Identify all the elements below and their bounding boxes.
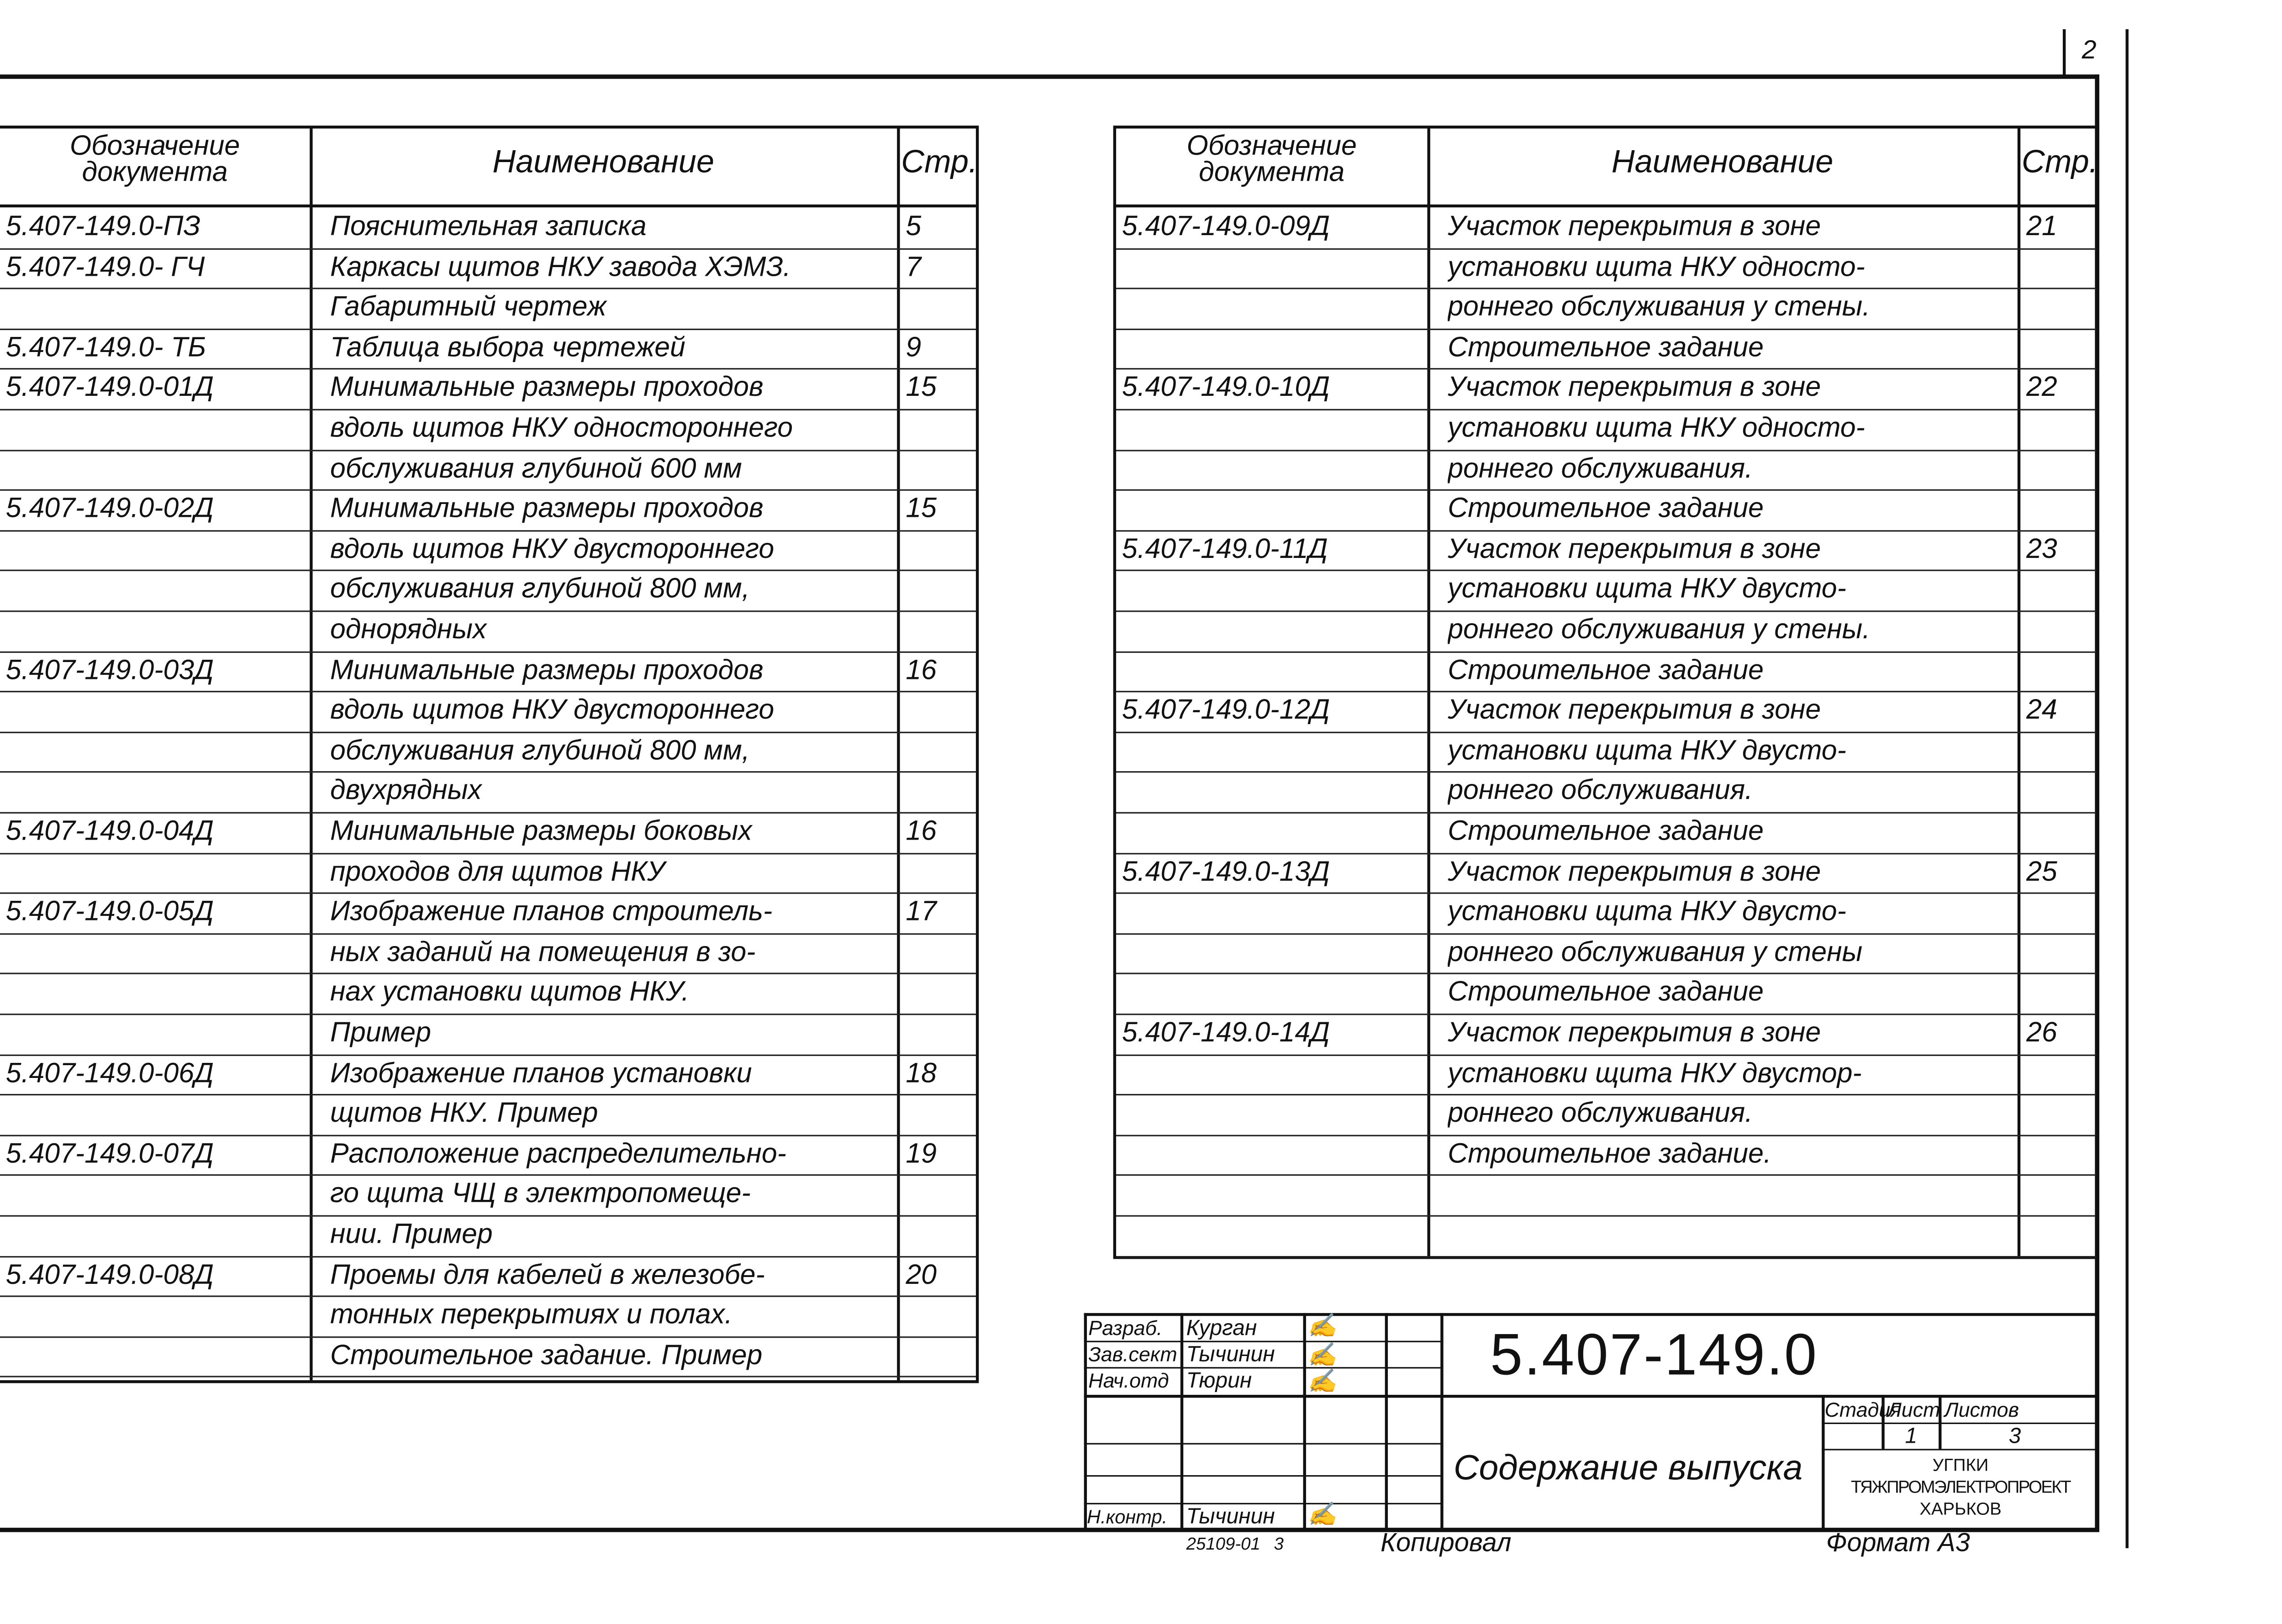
cell-designation: 5.407-149.0-03Д	[5, 655, 214, 686]
cell-designation	[6, 1175, 310, 1215]
cell-page	[2026, 1135, 2102, 1175]
cell-page	[906, 1215, 981, 1256]
cell-name: Строительное задание	[1448, 494, 1764, 525]
sheet-value: 1	[1905, 1424, 1918, 1449]
cell-designation	[6, 1336, 310, 1376]
table-row	[1116, 409, 2097, 451]
cell-page: 20	[906, 1260, 937, 1291]
table-row	[1116, 691, 2097, 733]
table-row	[0, 368, 976, 410]
cell-page: 17	[906, 897, 937, 928]
header-name: Наименование	[1611, 143, 1834, 180]
cell-name: Пример	[330, 1018, 431, 1049]
cell-name: установки щита НКУ двусто-	[1448, 736, 1846, 767]
cell-name: Участок перекрытия в зоне	[1448, 373, 1821, 404]
cell-page	[906, 1296, 981, 1336]
table-row	[1116, 933, 2097, 975]
table-row	[1116, 731, 2097, 773]
cell-name: Расположение распределительно-	[330, 1139, 786, 1170]
cell-page	[2026, 651, 2102, 691]
cell-page	[906, 731, 981, 772]
cell-name: Участок перекрытия в зоне	[1448, 211, 1821, 243]
cell-name: роннего обслуживания.	[1448, 1098, 1753, 1130]
cell-name: установки щита НКУ односто-	[1448, 252, 1865, 283]
sheets-label: Листов	[1944, 1398, 2019, 1421]
cell-page: 7	[906, 252, 922, 283]
cell-page: 25	[2026, 857, 2057, 888]
cell-name: Строительное задание	[1448, 332, 1764, 363]
cell-name: двухрядных	[330, 776, 482, 807]
table-row	[1116, 1175, 2097, 1216]
table-row	[1116, 449, 2097, 491]
cell-name: обслуживания глубиной 800 мм,	[330, 736, 750, 767]
cell-name: Минимальные размеры проходов	[330, 373, 764, 404]
cell-page: 18	[906, 1058, 937, 1089]
cell-page: 19	[906, 1139, 937, 1170]
role-dept-head: Нач.отд	[1088, 1368, 1169, 1392]
sheet-label: Лист	[1887, 1398, 1940, 1421]
cell-name: роннего обслуживания.	[1448, 453, 1753, 484]
cell-page: 15	[906, 494, 937, 525]
cell-page	[2026, 328, 2102, 368]
cell-designation: 5.407-149.0-02Д	[5, 494, 214, 525]
table-row	[1116, 812, 2097, 854]
cell-name: Изображение планов строитель-	[330, 897, 773, 928]
cell-designation	[1122, 449, 1428, 489]
contents-table-left	[0, 126, 979, 1383]
cell-designation: 5.407-149.0-05Д	[5, 897, 214, 928]
cell-page	[2026, 1215, 2102, 1256]
copied-label: Копировал	[1381, 1528, 1512, 1557]
cell-page	[906, 1094, 981, 1135]
table-row	[0, 772, 976, 813]
cell-designation	[6, 530, 310, 570]
table-row	[0, 1094, 976, 1136]
cell-name: установки щита НКУ двусто-	[1448, 574, 1846, 605]
table-row	[1116, 489, 2097, 531]
cell-designation: 5.407-149.0-01Д	[5, 373, 214, 404]
cell-page	[906, 973, 981, 1014]
header-name: Наименование	[492, 143, 715, 180]
cell-page	[2026, 973, 2102, 1014]
role-developer: Разраб.	[1088, 1316, 1163, 1340]
cell-designation	[6, 449, 310, 489]
table-row	[0, 1336, 976, 1377]
cell-designation	[1122, 1135, 1428, 1175]
cell-name: однорядных	[330, 615, 487, 646]
order-number: 25109-01	[1186, 1533, 1260, 1554]
cell-page	[2026, 1094, 2102, 1135]
cell-designation	[1122, 1054, 1428, 1094]
cell-designation	[6, 852, 310, 893]
cell-page: 16	[906, 816, 937, 847]
table-row	[0, 248, 976, 289]
cell-name: роннего обслуживания.	[1448, 776, 1753, 807]
table-row	[1116, 772, 2097, 813]
cell-designation	[1122, 248, 1428, 288]
cell-name: роннего обслуживания у стены.	[1448, 292, 1871, 323]
table-row	[0, 610, 976, 652]
cell-designation	[6, 288, 310, 328]
cell-designation	[6, 570, 310, 610]
cell-page	[906, 772, 981, 812]
cell-name: Каркасы щитов НКУ завода ХЭМЗ.	[330, 252, 791, 283]
table-row	[1116, 852, 2097, 894]
role-section-head: Зав.сект	[1088, 1342, 1177, 1366]
name-dept-head: Тюрин	[1186, 1368, 1252, 1393]
cell-name: вдоль щитов НКУ одностороннего	[330, 413, 793, 444]
table-row	[1116, 610, 2097, 652]
cell-name: роннего обслуживания у стены	[1448, 937, 1863, 968]
cell-page	[2026, 933, 2102, 973]
cell-name: го щита ЧЩ в электропомеще-	[330, 1179, 751, 1210]
table-row	[0, 852, 976, 894]
cell-name: установки щита НКУ односто-	[1448, 413, 1865, 444]
cell-page	[906, 1336, 981, 1376]
cell-designation	[1122, 731, 1428, 772]
table-row	[1116, 207, 2097, 249]
cell-designation	[1122, 328, 1428, 368]
header-page: Стр.	[2021, 143, 2098, 180]
cell-designation	[1122, 570, 1428, 610]
table-row	[0, 530, 976, 572]
cell-page	[2026, 570, 2102, 610]
cell-name: проходов для щитов НКУ	[330, 857, 665, 888]
table-row	[1116, 368, 2097, 410]
cell-page: 16	[906, 655, 937, 686]
table-row	[1116, 530, 2097, 572]
cell-page	[2026, 610, 2102, 651]
cell-designation	[1122, 772, 1428, 812]
table-row	[1116, 570, 2097, 612]
cell-designation: 5.407-149.0- ГЧ	[5, 252, 205, 283]
cell-designation	[1122, 409, 1428, 449]
cell-name: Габаритный чертеж	[330, 292, 606, 323]
table-row	[1116, 651, 2097, 692]
cell-name: нах установки щитов НКУ.	[330, 978, 690, 1009]
signature-icon: ✍	[1307, 1370, 1337, 1395]
cell-name: Таблица выбора чертежей	[330, 332, 685, 363]
cell-designation: 5.407-149.0-12Д	[1122, 695, 1330, 726]
table-row	[0, 893, 976, 934]
cell-designation	[6, 933, 310, 973]
cell-designation: 5.407-149.0-09Д	[1122, 211, 1330, 243]
cell-page	[906, 449, 981, 489]
table-row	[0, 1175, 976, 1216]
org-line: УГПКИ	[1932, 1455, 1989, 1475]
header-designation: Обозначение документа	[69, 131, 240, 189]
cell-designation	[1122, 1215, 1428, 1256]
table-row	[1116, 1094, 2097, 1136]
table-row	[0, 691, 976, 733]
table-row	[1116, 893, 2097, 934]
sheet-number: 2	[2082, 35, 2097, 64]
cell-designation	[6, 1094, 310, 1135]
table-row	[1116, 973, 2097, 1015]
cell-name: установки щита НКУ двусто-	[1448, 897, 1846, 928]
cell-page	[906, 409, 981, 449]
cell-designation	[1122, 933, 1428, 973]
table-row	[0, 288, 976, 330]
cell-name: установки щита НКУ двустор-	[1448, 1058, 1862, 1089]
cell-page	[2026, 489, 2102, 530]
cell-page	[2026, 1175, 2102, 1215]
organization	[1825, 1455, 2097, 1520]
cell-designation	[6, 731, 310, 772]
cell-name: Строительное задание	[1448, 816, 1764, 847]
cell-page	[906, 1175, 981, 1215]
header-designation: Обозначение документа	[1186, 131, 1357, 189]
cell-name: Участок перекрытия в зоне	[1448, 695, 1821, 726]
cell-designation: 5.407-149.0- ТБ	[5, 332, 206, 363]
cell-designation	[1122, 1175, 1428, 1215]
cell-name: Участок перекрытия в зоне	[1448, 857, 1821, 888]
cell-designation	[6, 1215, 310, 1256]
cell-page	[906, 691, 981, 731]
table-row	[1116, 248, 2097, 289]
name-developer: Курган	[1186, 1316, 1257, 1341]
cell-page	[906, 933, 981, 973]
cell-name: вдоль щитов НКУ двустороннего	[330, 695, 775, 726]
cell-designation	[6, 1296, 310, 1336]
copy-number: 3	[1274, 1533, 1284, 1554]
frame-bottom-line	[0, 1528, 2099, 1531]
cell-name: Участок перекрытия в зоне	[1448, 534, 1821, 565]
table-row	[0, 933, 976, 975]
cell-page	[906, 1014, 981, 1054]
cell-name: тонных перекрытиях и полах.	[330, 1300, 733, 1331]
cell-name: Пояснительная записка	[330, 211, 647, 243]
cell-designation	[6, 409, 310, 449]
cell-designation	[1122, 812, 1428, 852]
sheets-value: 3	[2008, 1424, 2021, 1449]
cell-name	[1448, 1175, 2018, 1215]
cell-page	[906, 288, 981, 328]
cell-designation: 5.407-149.0-11Д	[1122, 534, 1328, 565]
cell-page: 24	[2026, 695, 2057, 726]
cell-page	[2026, 449, 2102, 489]
cell-name: Строительное задание	[1448, 655, 1764, 686]
cell-name: вдоль щитов НКУ двустороннего	[330, 534, 775, 565]
cell-name: Строительное задание.	[1448, 1139, 1771, 1170]
cell-designation: 5.407-149.0-06Д	[5, 1058, 214, 1089]
cell-designation	[1122, 489, 1428, 530]
contents-table-right	[1113, 126, 2099, 1259]
cell-page: 26	[2026, 1018, 2057, 1049]
cell-designation: 5.407-149.0-08Д	[5, 1260, 214, 1291]
name-section-head: Тычинин	[1186, 1342, 1275, 1367]
document-code: 5.407-149.0	[1490, 1323, 1818, 1388]
cell-page: 22	[2026, 373, 2057, 404]
cell-name: роннего обслуживания у стены.	[1448, 615, 1871, 646]
cell-page	[2026, 772, 2102, 812]
table-row	[0, 651, 976, 692]
sheet-number-box	[2063, 29, 2065, 76]
cell-name: Минимальные размеры проходов	[330, 655, 764, 686]
table-row	[0, 409, 976, 451]
cell-page	[2026, 288, 2102, 328]
header-page: Стр.	[901, 143, 978, 180]
cell-page	[2026, 812, 2102, 852]
table-row	[0, 973, 976, 1015]
cell-designation	[6, 973, 310, 1014]
signature-icon: ✍	[1307, 1503, 1337, 1528]
cell-page	[906, 852, 981, 893]
table-row	[1116, 1054, 2097, 1095]
cell-name: Строительное задание	[1448, 978, 1764, 1009]
cell-page	[2026, 248, 2102, 288]
cell-designation	[1122, 893, 1428, 933]
cell-designation	[6, 772, 310, 812]
cell-name: Изображение планов установки	[330, 1058, 752, 1089]
cell-page	[2026, 731, 2102, 772]
cell-designation	[1122, 651, 1428, 691]
cell-designation	[6, 691, 310, 731]
cell-designation: 5.407-149.0-10Д	[1122, 373, 1330, 404]
cell-page: 23	[2026, 534, 2057, 565]
stage-label: Стадия	[1824, 1398, 1902, 1421]
table-row	[0, 570, 976, 612]
cell-designation: 5.407-149.0-14Д	[1122, 1018, 1330, 1049]
table-row	[0, 1256, 976, 1297]
cell-designation	[1122, 288, 1428, 328]
cell-page: 15	[906, 373, 937, 404]
frame-outer-line	[2126, 29, 2128, 1548]
format-label: Формат А3	[1826, 1528, 1970, 1557]
cell-designation: 5.407-149.0-07Д	[5, 1139, 214, 1170]
cell-page	[906, 610, 981, 651]
cell-designation	[1122, 610, 1428, 651]
cell-name: обслуживания глубиной 600 мм	[330, 453, 742, 484]
table-row	[0, 1215, 976, 1257]
table-row	[1116, 288, 2097, 330]
cell-designation	[1122, 973, 1428, 1014]
cell-designation: 5.407-149.0-13Д	[1122, 857, 1330, 888]
cell-page	[906, 570, 981, 610]
table-row	[0, 489, 976, 531]
signature-icon: ✍	[1307, 1314, 1337, 1340]
cell-name	[1448, 1215, 2018, 1256]
frame-top-line	[0, 74, 2099, 78]
table-row	[0, 449, 976, 491]
cell-name: щитов НКУ. Пример	[330, 1098, 598, 1130]
document-title: Содержание выпуска	[1454, 1449, 1803, 1488]
cell-name: ных заданий на помещения в зо-	[330, 937, 756, 968]
org-line: ТЯЖПРОМЭЛЕКТРОПРОЕКТ	[1851, 1477, 2071, 1497]
cell-designation	[6, 1014, 310, 1054]
cell-name: Строительное задание. Пример	[330, 1340, 763, 1372]
signature-icon: ✍	[1307, 1344, 1337, 1369]
cell-page	[2026, 409, 2102, 449]
table-row	[0, 1296, 976, 1337]
table-row	[0, 328, 976, 370]
cell-name: Участок перекрытия в зоне	[1448, 1018, 1821, 1049]
cell-name: обслуживания глубиной 800 мм,	[330, 574, 750, 605]
cell-name: Проемы для кабелей в железобе-	[330, 1260, 765, 1291]
table-row	[0, 1135, 976, 1176]
cell-name: Минимальные размеры проходов	[330, 494, 764, 525]
org-line: ХАРЬКОВ	[1919, 1498, 2002, 1519]
cell-name: нии. Пример	[330, 1219, 493, 1251]
table-row	[0, 731, 976, 773]
cell-name: Минимальные размеры боковых	[330, 816, 752, 847]
role-norm-control: Н.контр.	[1087, 1506, 1168, 1528]
table-row	[1116, 1215, 2097, 1257]
table-row	[0, 1014, 976, 1055]
name-norm-control: Тычинин	[1186, 1504, 1275, 1529]
table-row	[0, 1054, 976, 1095]
table-row	[1116, 328, 2097, 370]
cell-designation	[6, 610, 310, 651]
cell-designation	[1122, 1094, 1428, 1135]
cell-page	[2026, 1054, 2102, 1094]
cell-page	[906, 530, 981, 570]
cell-page: 9	[906, 332, 922, 363]
table-row	[1116, 1135, 2097, 1176]
table-row	[0, 207, 976, 249]
cell-page	[2026, 893, 2102, 933]
cell-designation: 5.407-149.0-04Д	[5, 816, 214, 847]
cell-designation: 5.407-149.0-ПЗ	[5, 211, 200, 243]
cell-page: 21	[2026, 211, 2057, 243]
cell-page: 5	[906, 211, 922, 243]
table-row	[0, 812, 976, 854]
table-row	[1116, 1014, 2097, 1055]
